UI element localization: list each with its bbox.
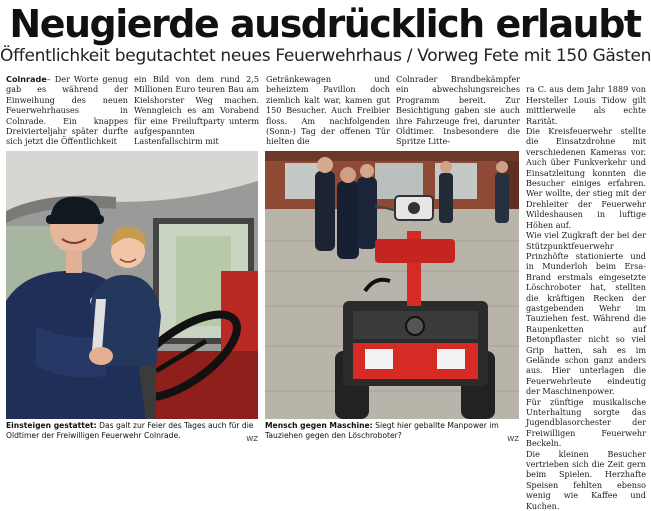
caption-lead: Einsteigen gestattet:: [6, 421, 97, 430]
oldtimer-cab-image: [6, 151, 258, 419]
text-column-1: [6, 74, 128, 147]
column-text: ra C. aus dem Jahr 1889 von Hersteller Louis Tidow gilt mittlerweile als echte Rarität. Die Kreisfeuerwehr stellte die Einsatzdrohne mit verschiedenen Kameras vor. Auch über Funkverkehr und Einsatzleitung konnten die Besucher einiges erfahren. Wer wollte, der stieg mit der Drehleiter der Feuerwehr Wildeshausen in luftige Höhen auf. Wie viel Zugkraft der bei der Stützpunktfeuerwehr Prinzhöfte stationierte und in Munderloh beim Ersa-Brand erstmals eingesetzte Löschroboter hat, stellten die kräftigen Recken der gastgebenden Wehr im Tauziehen fest. Während die Raupenketten auf Betonpflaster nicht so viel Grip hatten, sah es im Gelände schon ganz anders aus. Hier unterlagen die Feuerwehrleute eindeutig der Maschinenpower. Für zünftige musikalische Unterhaltung sorgte das Jugendblasorchester der Freiwilligen Feuerwehr Beckeln. Die kleinen Besucher vertrieben sich die Zeit gern beim Spielen. Herzhafte Speisen fehlten ebenso wenig wie Kaffee und Kuchen.: [526, 84, 646, 511]
photo-oldtimer-cab: [6, 151, 258, 419]
caption-text: Siegt hier geballte Manpower im Tauziehen gegen den Löschroboter?: [265, 421, 499, 440]
loeschroboter-image: [265, 151, 519, 419]
caption-text: Das galt zur Feier des Tages auch für die Oldtimer der Freiwilligen Feuerwehr Colnrade.: [6, 421, 254, 440]
photo-credit: WZ: [507, 435, 519, 444]
text-column-5: [526, 74, 646, 511]
dateline: Colnrade: [6, 74, 47, 84]
photo-credit: WZ: [246, 435, 258, 444]
headline: Neugierde ausdrücklich erlaubt: [9, 2, 641, 46]
caption-photo-1: [6, 421, 258, 445]
subheadline: Öffentlichkeit begutachtet neues Feuerwehrhaus / Vorweg Fete mit 150 Gästen: [0, 46, 651, 66]
text-column-3: [266, 74, 390, 147]
caption-photo-2: [265, 421, 519, 445]
caption-lead: Mensch gegen Maschine:: [265, 421, 373, 430]
photo-loeschroboter: [265, 151, 519, 419]
text-column-2: [134, 74, 259, 147]
text-column-4: [396, 74, 520, 147]
column-text: Getränkewagen und beheiztem Pavillon doch ziemlich kalt war, kamen gut 150 Besucher. Auch Freibier floss. Am nachfolgenden (Sonn-) Tag der offenen Tür hielten die: [266, 74, 390, 147]
column-text: – Der Worte genug gab es während der Einweihung des neuen Feuerwehrhauses in Colnrade. Ein knappes Dreivierteljahr später durfte sich jetzt die Öffentlichkeit: [6, 74, 128, 147]
column-text: ein Bild von dem rund 2,5 Millionen Euro teuren Bau am Kielshorster Weg machen. Wenngleich es am Vorabend für eine Freiluftparty unterm aufgespannten Lastenfallschirm mit: [134, 74, 259, 147]
column-text: Colnrader Brandbekämpfer ein abwechslungsreiches Programm bereit. Zur Besichtigung gaben sie auch ihre Fahrzeuge frei, darunter Oldtimer. Insbesondere die Spritze Litte-: [396, 74, 520, 147]
